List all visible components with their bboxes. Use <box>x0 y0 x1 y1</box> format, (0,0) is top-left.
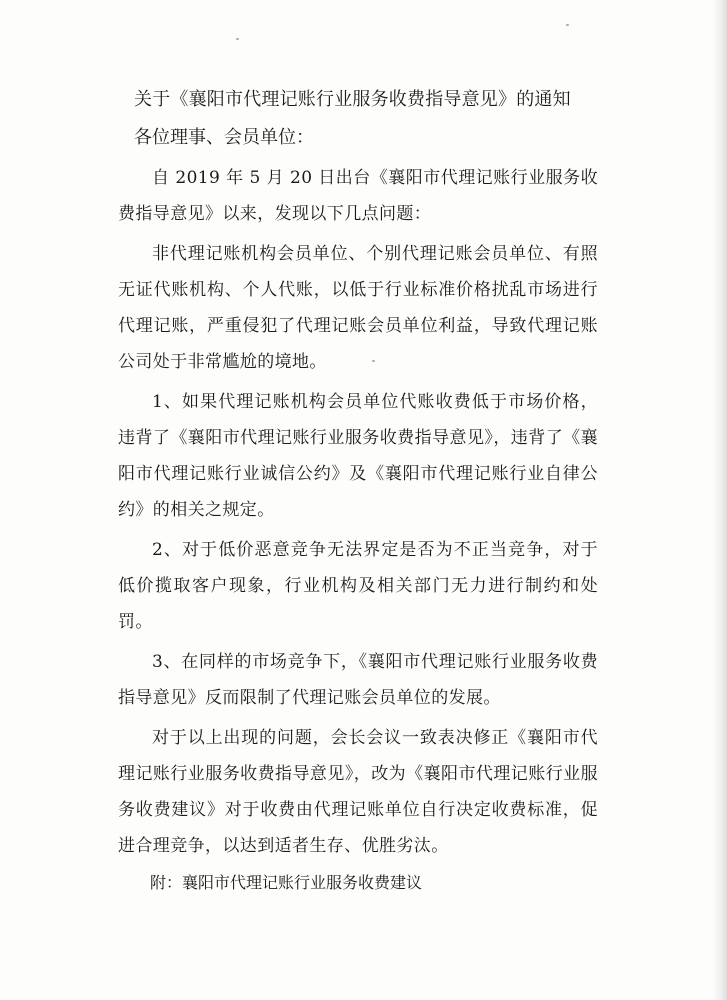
document-title: 关于《襄阳市代理记账行业服务收费指导意见》的通知 <box>134 89 571 110</box>
paragraph-problem: 非代理记账机构会员单位、个别代理记账会员单位、有照无证代账机构、个人代账，以低于行业标准价格扰乱市场进行代理记账，严重侵犯了代理记账会员单位利益，导致代理记账公司处于非常尴尬的境地。 <box>118 244 598 372</box>
paragraph-intro: 自 2019 年 5 月 20 日出台《襄阳市代理记账行业服务收费指导意见》以来，发现以下几点问题： <box>118 168 598 224</box>
scan-speck <box>236 38 239 40</box>
paragraph-point-2: 2、对于低价恶意竞争无法界定是否为不正当竞争，对于低价揽取客户现象，行业机构及相关部门无力进行制约和处罚。 <box>118 540 598 632</box>
attachment-note: 附：襄阳市代理记账行业服务收费建议 <box>150 873 423 892</box>
paragraph-point-1: 1、如果代理记账机构会员单位代账收费低于市场价格，违背了《襄阳市代理记账行业服务收费指导意见》，违背了《襄阳市代理记账行业诚信公约》及《襄阳市代理记账行业自律公约》的相关之规定。 <box>118 392 598 520</box>
scan-speck <box>566 24 569 26</box>
paragraph-point-3: 3、在同样的市场竞争下，《襄阳市代理记账行业服务收费指导意见》反而限制了代理记账会员单位的发展。 <box>118 652 598 708</box>
document-body <box>118 86 598 898</box>
paragraph-resolution: 对于以上出现的问题，会长会议一致表决修正《襄阳市代理记账行业服务收费指导意见》，改为《襄阳市代理记账行业服务收费建议》对于收费由代理记账单位自行决定收费标准，促进合理竞争，以达到适者生存、优胜劣汰。 <box>118 728 598 856</box>
salutation: 各位理事、会员单位： <box>134 127 314 148</box>
scan-shadow-edge <box>713 0 727 1000</box>
